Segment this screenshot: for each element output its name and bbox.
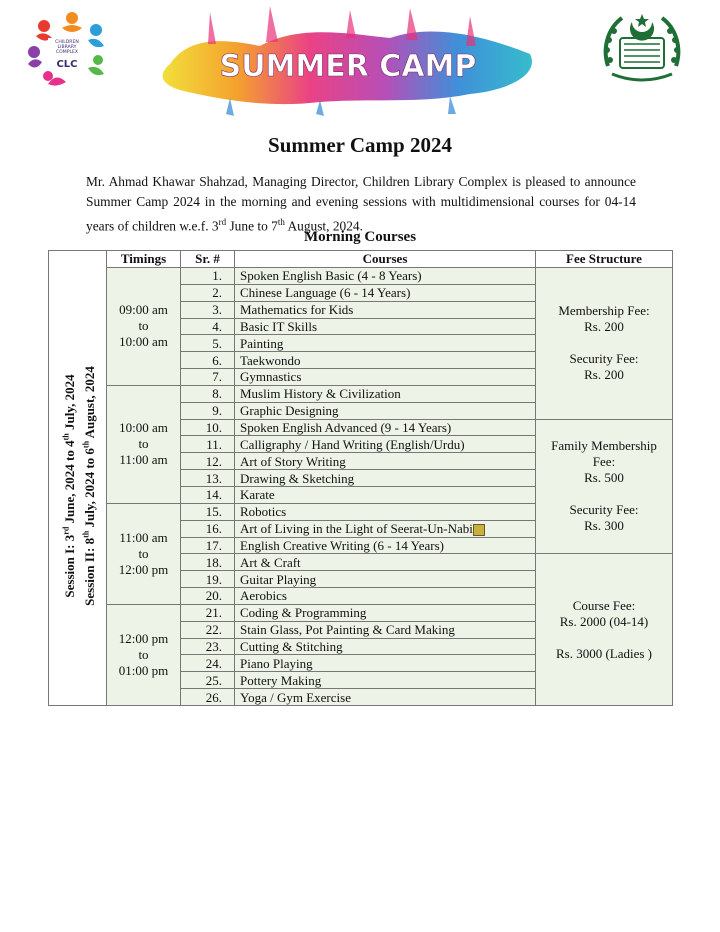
- fee-amount: Rs. 500: [584, 470, 624, 486]
- course-name: Painting: [235, 335, 536, 352]
- clc-logo-text-3: COMPLEX: [55, 50, 79, 55]
- course-serial: 16.: [181, 520, 235, 537]
- fee-line: Fee:: [592, 454, 616, 470]
- timing-start: 12:00 pm: [118, 630, 169, 646]
- course-name: English Creative Writing (6 - 14 Years): [235, 537, 536, 554]
- course-serial: 19.: [181, 571, 235, 588]
- course-name: Drawing & Sketching: [235, 470, 536, 487]
- timing-end: 10:00 am: [119, 334, 168, 350]
- course-serial: 4.: [181, 318, 235, 335]
- fee-amount: Rs. 300: [584, 518, 624, 534]
- timing-end: 01:00 pm: [118, 662, 169, 678]
- fee-amount: Rs. 200: [584, 319, 624, 335]
- fee-line: Membership Fee:: [558, 303, 650, 319]
- course-name: Spoken English Advanced (9 - 14 Years): [235, 419, 536, 436]
- course-serial: 5.: [181, 335, 235, 352]
- timing-slot: [107, 503, 181, 604]
- timing-start: 09:00 am: [119, 302, 168, 318]
- clc-logo-abbr: CLC: [56, 59, 78, 70]
- timing-end: 12:00 pm: [118, 561, 169, 577]
- intro-sup-2: th: [277, 217, 285, 227]
- course-name: Art of Living in the Light of Seerat-Un-Nabi: [235, 520, 536, 537]
- course-name: Spoken English Basic (4 - 8 Years): [235, 268, 536, 285]
- page-title: Summer Camp 2024: [268, 133, 452, 157]
- course-name: Pottery Making: [235, 672, 536, 689]
- fee-line: Security Fee:: [569, 502, 639, 518]
- course-serial: 15.: [181, 503, 235, 520]
- table-row: [49, 268, 673, 285]
- course-name: Cutting & Stitching: [235, 638, 536, 655]
- banner-text: SUMMER CAMP: [219, 49, 477, 84]
- course-serial: 7.: [181, 369, 235, 386]
- timing-slot: [107, 268, 181, 386]
- course-name: Art of Story Writing: [235, 453, 536, 470]
- course-name: Graphic Designing: [235, 402, 536, 419]
- course-name: Yoga / Gym Exercise: [235, 689, 536, 706]
- fee-amount: Rs. 2000 (04-14): [559, 613, 649, 629]
- intro-text-1: Mr. Ahmad Khawar Shahzad, Managing Director, Children Library Complex is pleased to announce Summer Camp 2024 in the morning and evening sessions with multidimensional courses for 04-14 years of children w.e.f. 3: [86, 174, 636, 234]
- course-name: Piano Playing: [235, 655, 536, 672]
- fee-line: Family Membership: [551, 438, 657, 454]
- column-header-sr: Sr. #: [181, 251, 235, 268]
- intro-paragraph: [86, 172, 636, 236]
- course-name: Stain Glass, Pot Painting & Card Making: [235, 621, 536, 638]
- timing-to: to: [138, 545, 149, 561]
- timing-start: 11:00 am: [119, 529, 168, 545]
- summer-camp-banner: [150, 4, 550, 116]
- course-serial: 18.: [181, 554, 235, 571]
- course-serial: 11.: [181, 436, 235, 453]
- timing-to: to: [138, 436, 149, 452]
- column-header-fee: Fee Structure: [536, 251, 673, 268]
- course-name: Chinese Language (6 - 14 Years): [235, 284, 536, 301]
- course-name: Basic IT Skills: [235, 318, 536, 335]
- course-serial: 24.: [181, 655, 235, 672]
- intro-text-2: June to 7: [226, 218, 278, 234]
- fee-line: Security Fee:: [569, 351, 639, 367]
- timing-to: to: [138, 646, 149, 662]
- clc-logo-text-2: LIBRARY: [57, 45, 77, 50]
- course-serial: 14.: [181, 486, 235, 503]
- course-serial: 17.: [181, 537, 235, 554]
- fee-structure-cell: [536, 268, 673, 420]
- column-header-courses: Courses: [235, 251, 536, 268]
- timing-end: 11:00 am: [119, 452, 168, 468]
- course-serial: 20.: [181, 588, 235, 605]
- government-seal: [598, 8, 686, 90]
- course-name: Karate: [235, 486, 536, 503]
- section-subtitle: Morning Courses: [303, 229, 417, 245]
- course-serial: 13.: [181, 470, 235, 487]
- session-header: [49, 251, 107, 268]
- intro-sup-1: rd: [218, 217, 227, 227]
- course-serial: 23.: [181, 638, 235, 655]
- header: [0, 0, 720, 120]
- course-name: Mathematics for Kids: [235, 301, 536, 318]
- course-serial: 6.: [181, 352, 235, 369]
- course-serial: 26.: [181, 689, 235, 706]
- timing-slot: [107, 604, 181, 705]
- course-name: Gymnastics: [235, 369, 536, 386]
- column-header-timings: Timings: [107, 251, 181, 268]
- course-serial: 9.: [181, 402, 235, 419]
- timing-start: 10:00 am: [119, 420, 168, 436]
- intro-text-3: August, 2024.: [284, 218, 363, 234]
- clc-logo: [26, 10, 108, 88]
- course-name: Muslim History & Civilization: [235, 385, 536, 402]
- kaaba-icon: [473, 524, 485, 536]
- fee-structure-cell: [536, 554, 673, 706]
- course-schedule-table: [48, 250, 673, 706]
- fee-amount: Rs. 200: [584, 367, 624, 383]
- course-serial: 8.: [181, 385, 235, 402]
- session-dates-cell: [49, 268, 107, 706]
- fee-line: Course Fee:: [572, 597, 636, 613]
- session-1-dates: Session I: 3rd June, 2024 to 4th July, 2024: [61, 374, 77, 598]
- course-serial: 21.: [181, 604, 235, 621]
- timing-to: to: [138, 318, 149, 334]
- course-serial: 3.: [181, 301, 235, 318]
- course-name: Coding & Programming: [235, 604, 536, 621]
- course-name: Taekwondo: [235, 352, 536, 369]
- course-name: Calligraphy / Hand Writing (English/Urdu): [235, 436, 536, 453]
- course-name: Aerobics: [235, 588, 536, 605]
- course-serial: 2.: [181, 284, 235, 301]
- course-serial: 1.: [181, 268, 235, 285]
- course-serial: 10.: [181, 419, 235, 436]
- timing-slot: [107, 385, 181, 503]
- course-serial: 12.: [181, 453, 235, 470]
- clc-logo-text-1: CHILDREN: [55, 40, 79, 45]
- course-serial: 22.: [181, 621, 235, 638]
- fee-line: Rs. 3000 (Ladies ): [555, 645, 653, 661]
- course-name: Robotics: [235, 503, 536, 520]
- course-name: Guitar Playing: [235, 571, 536, 588]
- course-name: Art & Craft: [235, 554, 536, 571]
- fee-structure-cell: [536, 419, 673, 554]
- course-serial: 25.: [181, 672, 235, 689]
- session-2-dates: Session II: 8th July, 2024 to 6th August, 2024: [81, 366, 97, 607]
- table-body: [49, 268, 673, 706]
